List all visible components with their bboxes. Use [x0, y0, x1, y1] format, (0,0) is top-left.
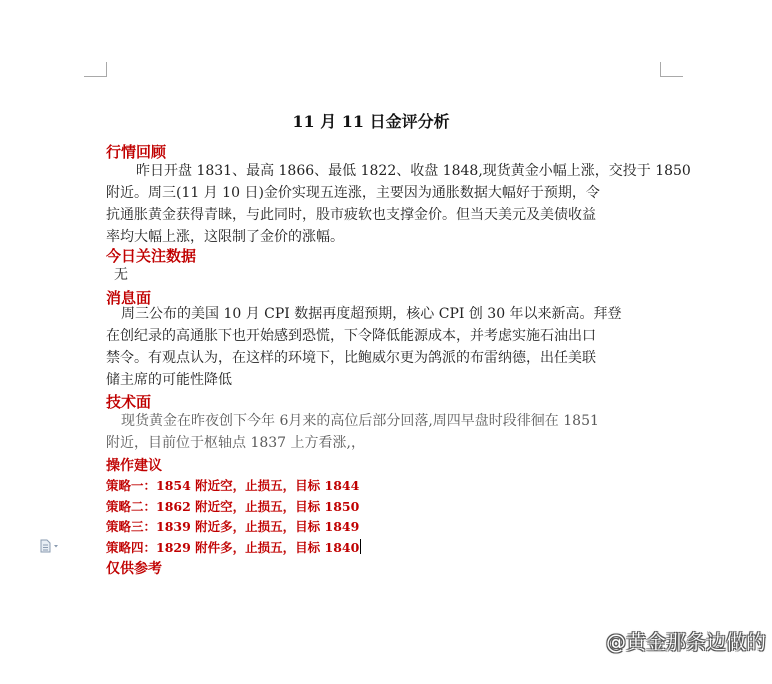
watermark: @黄金那条边做的	[606, 630, 766, 654]
paragraph-options-icon[interactable]	[39, 538, 61, 552]
document-title: 11 月 11 日金评分析	[292, 112, 450, 131]
text-line: 无	[114, 267, 128, 283]
paragraph-today-data	[106, 264, 662, 286]
text-line: 抗通胀黄金获得青睐，与此同时，股市疲软也支撑金价。但当天美元及美债收益	[106, 207, 596, 223]
disclaimer: 仅供参考	[106, 561, 162, 577]
strategy-line: 策略二：1862 附近空，止损五，目标 1850	[106, 499, 360, 514]
paragraph-technical	[106, 410, 662, 454]
text-line: 附近，目前位于枢轴点 1837 上方看涨,，	[106, 435, 365, 451]
strategy-line: 策略一：1854 附近空，止损五，目标 1844	[106, 478, 360, 493]
text-line: 率均大幅上涨，这限制了金价的涨幅。	[106, 229, 344, 245]
paragraph-news	[106, 303, 662, 391]
heading-technical: 技术面	[106, 393, 152, 411]
page-margin-corner-top-right	[660, 62, 683, 77]
text-line: 昨日开盘 1831、最高 1866、最低 1822、收盘 1848,现货黄金小幅上涨，交投于 1850	[136, 163, 691, 179]
heading-news: 消息面	[106, 289, 152, 307]
text-line: 附近。周三(11 月 10 日)金价实现五连涨，主要因为通胀数据大幅好于预期，令	[106, 185, 600, 201]
heading-today-data: 今日关注数据	[106, 247, 197, 265]
text-line: 在创纪录的高通胀下也开始感到恐慌，下令降低能源成本，并考虑实施石油出口	[106, 328, 596, 344]
strategy-text: 策略四：1829 附件多，止损五，目标 1840	[106, 540, 360, 555]
text-line: 周三公布的美国 10 月 CPI 数据再度超预期，核心 CPI 创 30 年以来新高。拜登	[121, 306, 622, 322]
strategy-line	[106, 538, 361, 556]
paragraph-market-review	[106, 160, 691, 248]
heading-advice: 操作建议	[106, 458, 162, 474]
text-line: 现货黄金在昨夜创下今年 6月来的高位后部分回落,周四早盘时段徘徊在 1851	[121, 413, 599, 429]
text-line: 禁令。有观点认为，在这样的环境下，比鲍威尔更为鸽派的布雷纳德，出任美联	[106, 350, 596, 366]
page-margin-corner-top-left	[84, 62, 107, 77]
text-cursor	[360, 539, 361, 554]
heading-market-review: 行情回顾	[106, 143, 167, 161]
strategy-line: 策略三：1839 附近多，止损五，目标 1849	[106, 519, 360, 534]
text-line: 储主席的可能性降低	[106, 372, 232, 388]
